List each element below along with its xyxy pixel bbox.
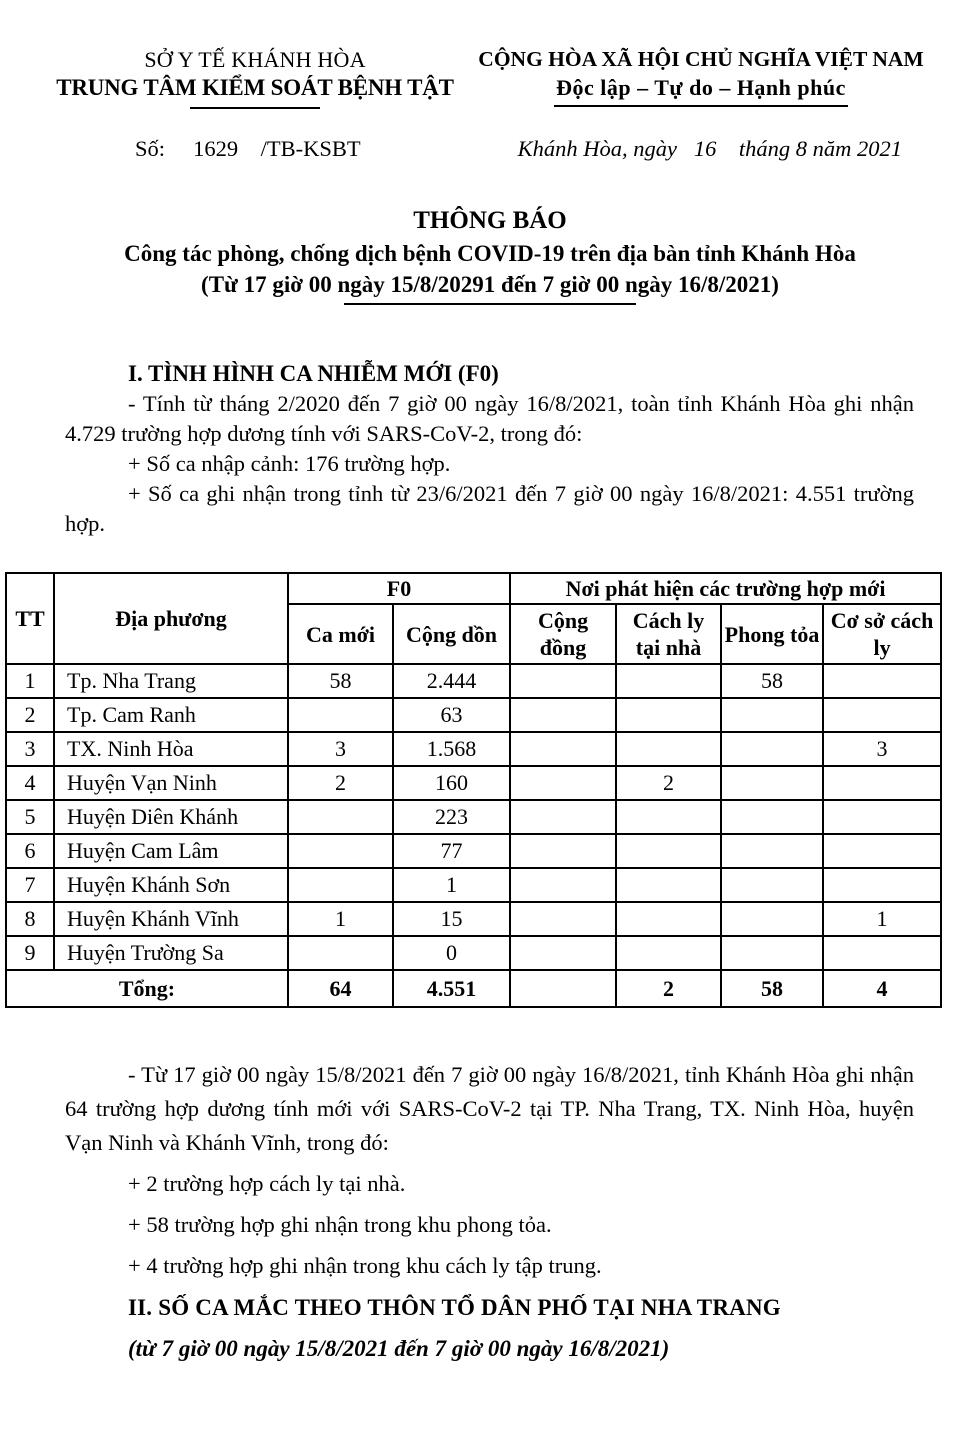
section-1-paragraph-2: + Số ca nhập cảnh: 176 trường hợp. xyxy=(128,451,451,476)
table-cell xyxy=(823,834,941,868)
col-header-cach-ly-tai-nha: Cách ly tại nhà xyxy=(616,604,721,664)
document-header xyxy=(0,0,980,109)
table-cell: 4 xyxy=(6,766,54,800)
table-cell xyxy=(288,698,393,732)
table-cell xyxy=(510,936,616,970)
table-cell: 4 xyxy=(823,970,941,1007)
table-cell: 2 xyxy=(288,766,393,800)
table-cell xyxy=(721,936,823,970)
table-cell: 58 xyxy=(721,664,823,698)
col-group-noi-phat-hien: Nơi phát hiện các trường hợp mới xyxy=(510,573,941,604)
place-and-date: Khánh Hòa, ngày 16 tháng 8 năm 2021 xyxy=(517,136,902,161)
document-number: Số: 1629 /TB-KSBT xyxy=(135,136,361,161)
section-1-paragraph-3: + Số ca ghi nhận trong tỉnh từ 23/6/2021 đến 7 giờ 00 ngày 16/8/2021: 4.551 trường hợp. xyxy=(65,481,914,536)
table-row xyxy=(6,800,941,834)
table-cell xyxy=(721,698,823,732)
table-cell xyxy=(721,800,823,834)
national-motto: Độc lập – Tự do – Hạnh phúc xyxy=(556,75,846,100)
table-cell xyxy=(288,868,393,902)
table-cell xyxy=(616,800,721,834)
table-cell xyxy=(288,800,393,834)
table-cell: 2 xyxy=(616,970,721,1007)
table-cell: 3 xyxy=(6,732,54,766)
covid-cases-table xyxy=(5,572,942,1008)
table-row xyxy=(6,732,941,766)
table-cell: Huyện Vạn Ninh xyxy=(54,766,288,800)
table-cell: Tp. Cam Ranh xyxy=(54,698,288,732)
table-row xyxy=(6,868,941,902)
table-cell: 6 xyxy=(6,834,54,868)
document-title-block xyxy=(0,205,980,305)
document-period: (Từ 17 giờ 00 ngày 15/8/20291 đến 7 giờ 00 ngày 16/8/2021) xyxy=(201,272,779,297)
table-cell xyxy=(616,936,721,970)
table-cell: 0 xyxy=(393,936,510,970)
table-cell xyxy=(616,834,721,868)
table-cell xyxy=(721,732,823,766)
col-header-ca-moi: Ca mới xyxy=(288,604,393,664)
table-cell xyxy=(616,732,721,766)
col-header-cong-dong: Cộng đồng xyxy=(510,604,616,664)
table-cell: 4.551 xyxy=(393,970,510,1007)
col-header-co-so-cach-ly: Cơ sở cách ly xyxy=(823,604,941,664)
table-cell: 2 xyxy=(616,766,721,800)
table-row xyxy=(6,698,941,732)
table-cell: 160 xyxy=(393,766,510,800)
table-cell: 64 xyxy=(288,970,393,1007)
agency-name: TRUNG TÂM KIỂM SOÁT BỆNH TẬT xyxy=(56,75,454,100)
table-cell: 223 xyxy=(393,800,510,834)
document-meta xyxy=(0,136,980,162)
table-cell xyxy=(510,664,616,698)
table-cell: 15 xyxy=(393,902,510,936)
table-cell: 77 xyxy=(393,834,510,868)
table-cell: Huyện Trường Sa xyxy=(54,936,288,970)
table-cell: Huyện Cam Lâm xyxy=(54,834,288,868)
section-2-heading: II. SỐ CA MẮC THEO THÔN TỔ DÂN PHỐ TẠI NHA TRANG xyxy=(128,1295,781,1320)
table-cell: 3 xyxy=(823,732,941,766)
table-cell: 7 xyxy=(6,868,54,902)
table-cell xyxy=(721,868,823,902)
table-cell: 58 xyxy=(721,970,823,1007)
table-cell xyxy=(288,936,393,970)
col-header-phong-toa: Phong tỏa xyxy=(721,604,823,664)
section-1-heading: I. TÌNH HÌNH CA NHIỄM MỚI (F0) xyxy=(128,361,499,386)
table-row xyxy=(6,936,941,970)
table-cell xyxy=(721,766,823,800)
table-cell: 8 xyxy=(6,902,54,936)
table-cell: 2.444 xyxy=(393,664,510,698)
document-subtitle: Công tác phòng, chống dịch bệnh COVID-19 trên địa bàn tỉnh Khánh Hòa xyxy=(124,241,856,266)
table-cell: Huyện Diên Khánh xyxy=(54,800,288,834)
table-cell xyxy=(616,698,721,732)
table-row xyxy=(6,766,941,800)
table-cell xyxy=(721,834,823,868)
summary-item-2: + 58 trường hợp ghi nhận trong khu phong tỏa. xyxy=(128,1212,552,1237)
table-cell: 58 xyxy=(288,664,393,698)
table-cell: 63 xyxy=(393,698,510,732)
national-motto-block xyxy=(465,46,937,109)
table-cell xyxy=(823,664,941,698)
table-cell: Tp. Nha Trang xyxy=(54,664,288,698)
table-cell xyxy=(823,698,941,732)
summary-item-1: + 2 trường hợp cách ly tại nhà. xyxy=(128,1171,406,1196)
summary-item-3: + 4 trường hợp ghi nhận trong khu cách ly tập trung. xyxy=(128,1253,602,1278)
table-cell xyxy=(616,664,721,698)
table-cell xyxy=(510,970,616,1007)
table-cell xyxy=(510,834,616,868)
table-cell: 1 xyxy=(393,868,510,902)
table-cell xyxy=(823,766,941,800)
table-cell xyxy=(510,698,616,732)
table-cell: 5 xyxy=(6,800,54,834)
table-cell xyxy=(288,834,393,868)
table-header-group-row xyxy=(6,573,941,604)
table-cell xyxy=(616,902,721,936)
table-cell xyxy=(823,936,941,970)
section-1-paragraph-1: - Tính từ tháng 2/2020 đến 7 giờ 00 ngày 16/8/2021, toàn tỉnh Khánh Hòa ghi nhận 4.729 trường hợp dương tính với SARS-CoV-2, trong đó: xyxy=(65,391,914,446)
col-header-tt: TT xyxy=(6,573,54,664)
table-cell xyxy=(510,902,616,936)
national-title: CỘNG HÒA XÃ HỘI CHỦ NGHĨA VIỆT NAM xyxy=(478,47,924,71)
col-header-cong-don: Cộng dồn xyxy=(393,604,510,664)
table-cell xyxy=(823,868,941,902)
document-title: THÔNG BÁO xyxy=(413,207,567,234)
table-cell: Huyện Khánh Sơn xyxy=(54,868,288,902)
issuing-agency-block xyxy=(55,46,455,109)
motto-underline xyxy=(554,105,848,107)
table-cell: 1.568 xyxy=(393,732,510,766)
table-cell: 1 xyxy=(6,664,54,698)
agency-underline xyxy=(190,107,320,109)
table-cell xyxy=(510,732,616,766)
table-row xyxy=(6,834,941,868)
table-cell xyxy=(823,800,941,834)
table-cell: 3 xyxy=(288,732,393,766)
title-underline xyxy=(344,303,636,305)
table-cell: 1 xyxy=(288,902,393,936)
col-group-f0: F0 xyxy=(288,573,510,604)
table-row xyxy=(6,902,941,936)
table-cell xyxy=(721,902,823,936)
total-label: Tổng: xyxy=(6,970,288,1007)
table-cell xyxy=(510,800,616,834)
col-header-dia-phuong: Địa phương xyxy=(54,573,288,664)
table-cell: TX. Ninh Hòa xyxy=(54,732,288,766)
table-total-row xyxy=(6,970,941,1007)
table-cell: 9 xyxy=(6,936,54,970)
table-cell xyxy=(510,766,616,800)
table-cell: 1 xyxy=(823,902,941,936)
table-cell: 2 xyxy=(6,698,54,732)
table-cell xyxy=(510,868,616,902)
section-2-subheading: (từ 7 giờ 00 ngày 15/8/2021 đến 7 giờ 00 ngày 16/8/2021) xyxy=(128,1336,670,1361)
table-cell: Huyện Khánh Vĩnh xyxy=(54,902,288,936)
table-row xyxy=(6,664,941,698)
table-cell xyxy=(616,868,721,902)
agency-parent-name: SỞ Y TẾ KHÁNH HÒA xyxy=(144,47,366,72)
summary-paragraph: - Từ 17 giờ 00 ngày 15/8/2021 đến 7 giờ 00 ngày 16/8/2021, tỉnh Khánh Hòa ghi nhận 64 trường hợp dương tính mới với SARS-CoV-2 tại TP. Nha Trang, TX. Ninh Hòa, huyện Vạn Ninh và Khánh Vĩnh, trong đó: xyxy=(65,1062,914,1155)
